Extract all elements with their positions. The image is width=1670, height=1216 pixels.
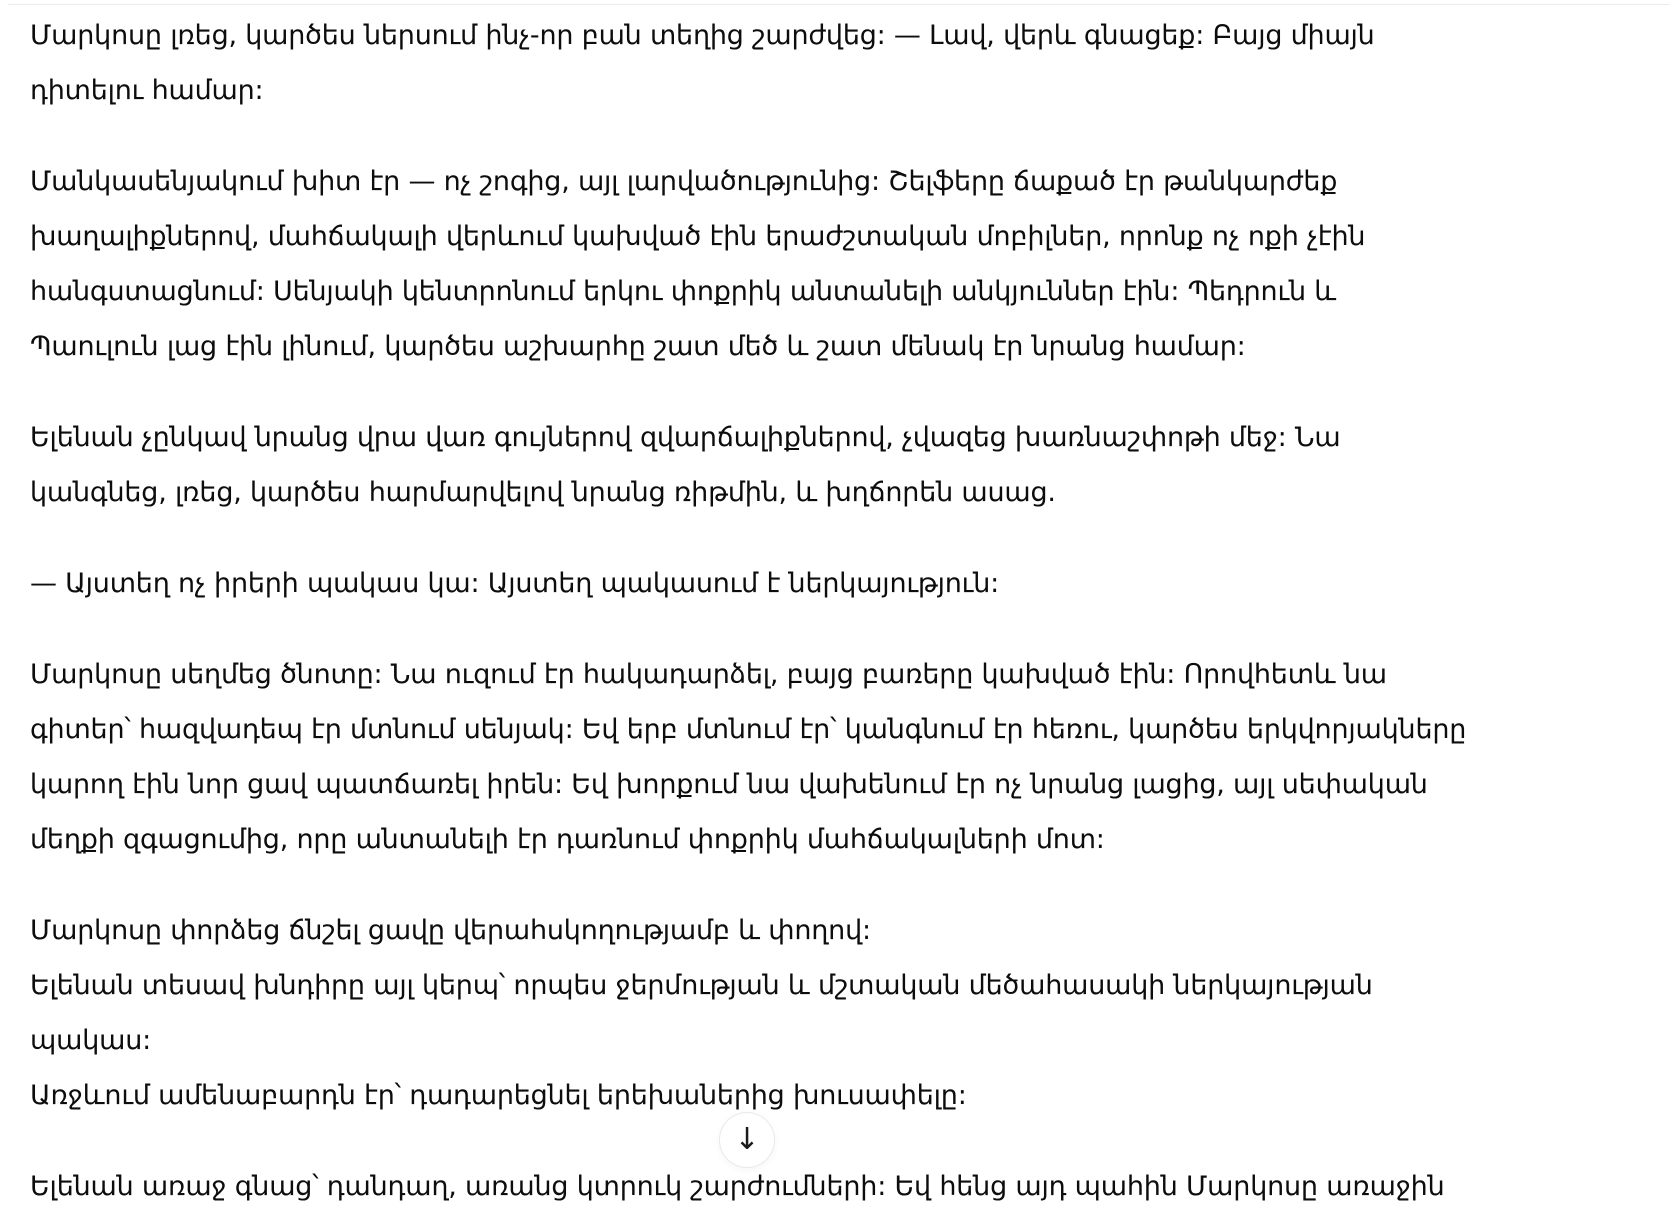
message-line: Մարկոսը փորձեց ճնշել ցավը վերահսկողությամբ և փողով: [30, 915, 871, 946]
message-paragraph-4: — Այստեղ ոչ իրերի պակաս կա: Այստեղ պակասում է ներկայություն: [30, 568, 1000, 599]
arrow-down-icon: ↓ [734, 1122, 760, 1157]
message-paragraph-3: Ելենան չընկավ նրանց վրա վառ գույներով զվարճալիքներով, չվազեց խառնաշփոթի մեջ: Նա կանգնեց, լռեց, կարծես հարմարվելով նրանց ռիթմին, և խղճորեն ասաց. [30, 422, 1341, 508]
assistant-message-text [30, 8, 1468, 1214]
message-line: Առջևում ամենաբարդն էր՝ դադարեցնել երեխաներից խուսափելը: [30, 1080, 967, 1111]
message-paragraph-7: Ելենան առաջ գնաց՝ դանդաղ, առանց կտրուկ շարժումների: Եվ հենց այդ պահին Մարկոսը առաջին [30, 1171, 1445, 1202]
top-divider [8, 4, 1670, 5]
scroll-to-bottom-button[interactable] [719, 1112, 775, 1168]
message-paragraph-5: Մարկոսը սեղմեց ծնոտը: Նա ուզում էր հակադարձել, բայց բառերը կախված էին: Որովհետև նա գիտեր՝ հազվադեպ էր մտնում սենյակ: Եվ երբ մտնում էր՝ կանգնում էր հեռու, կարծես երկվորյակները կարող էին նոր ցավ պատճառել իրեն: Եվ խորքում նա վախենում էր ոչ նրանց լացից, այլ սեփական մեղքի զգացումից, որը անտանելի էր դառնում փոքրիկ մահճակալների մոտ: [30, 659, 1467, 855]
message-paragraph-1: Մարկոսը լռեց, կարծես ներսում ինչ-որ բան տեղից շարժվեց: — Լավ, վերև գնացեք: Բայց միայն դիտելու համար: [30, 20, 1375, 106]
message-paragraph-2: Մանկասենյակում խիտ էր — ոչ շոգից, այլ լարվածությունից: Շելֆերը ճաքած էր թանկարժեք խաղալիքներով, մահճակալի վերևում կախված էին երաժշտական մոբիլներ, որոնք ոչ ոքի չէին հանգստացնում: Սենյակի կենտրոնում երկու փոքրիկ անտանելի անկյուններ էին: Պեդրուն և Պաուլուն լաց էին լինում, կարծես աշխարհը շատ մեծ և շատ մենակ էր նրանց համար: [30, 166, 1366, 362]
message-paragraph-6 [30, 903, 1468, 1123]
message-line: Ելենան տեսավ խնդիրը այլ կերպ՝ որպես ջերմության և մշտական մեծահասակի ներկայության պակաս: [30, 970, 1373, 1056]
